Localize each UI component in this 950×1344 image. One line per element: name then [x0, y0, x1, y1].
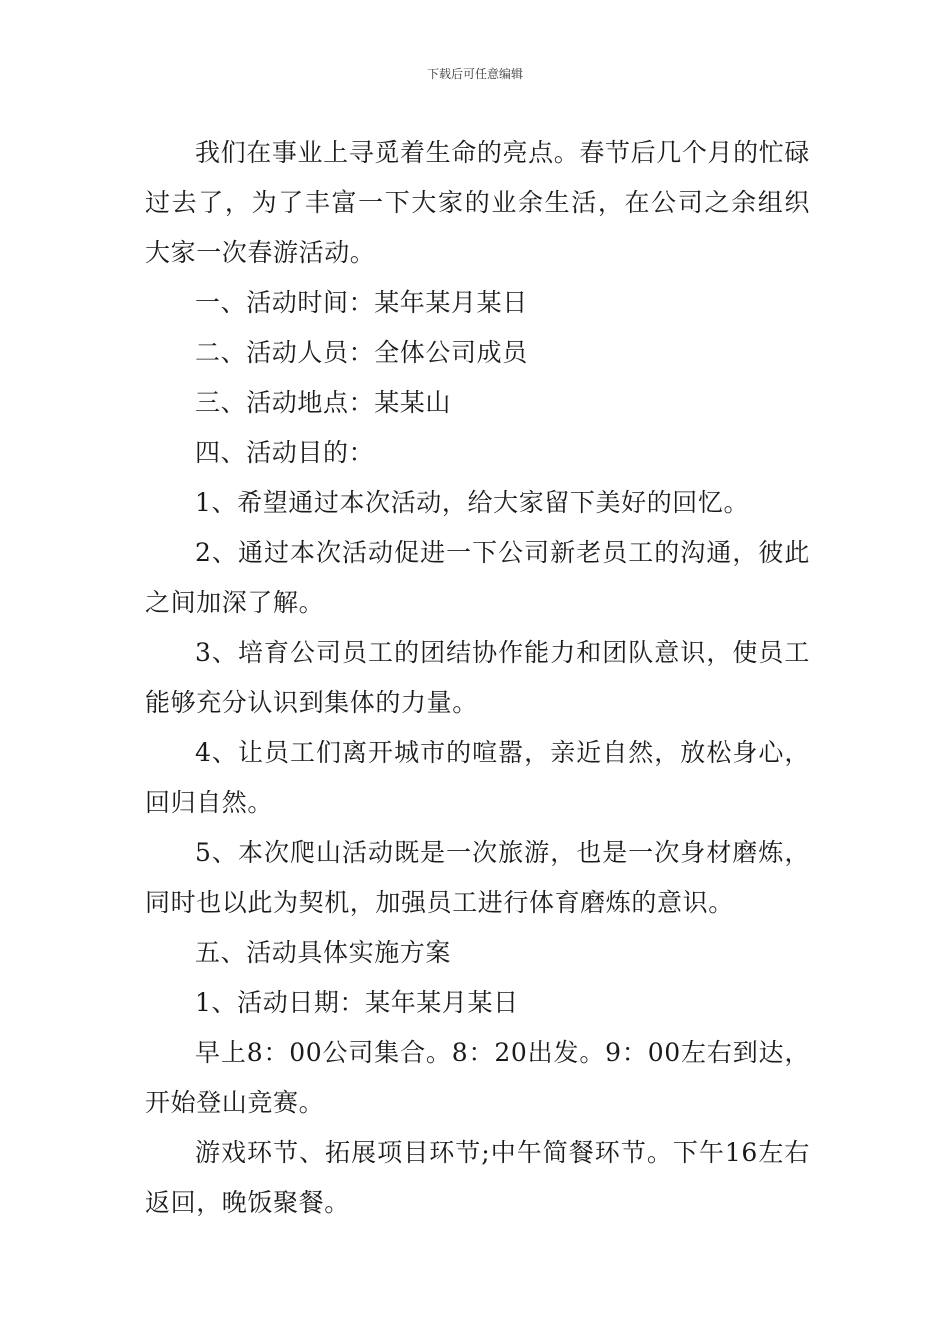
- paragraph-purpose-1: 1、希望通过本次活动，给大家留下美好的回忆。: [195, 488, 750, 517]
- paragraph-purpose-5: 5、本次爬山活动既是一次旅游，也是一次身材磨炼，同时也以此为契机，加强员工进行体育磨炼的意识。: [145, 838, 810, 917]
- paragraph-purpose-2: 2、通过本次活动促进一下公司新老员工的沟通，彼此之间加深了解。: [145, 538, 810, 617]
- paragraph-purpose-3: 3、培育公司员工的团结协作能力和团队意识，使员工能够充分认识到集体的力量。: [145, 638, 810, 717]
- paragraph-afternoon-schedule: 游戏环节、拓展项目环节;中午简餐环节。下午16左右返回，晚饭聚餐。: [145, 1138, 810, 1217]
- paragraph-activity-purpose-heading: 四、活动目的：: [195, 438, 375, 467]
- paragraph-plan-heading: 五、活动具体实施方案: [195, 938, 452, 967]
- paragraph-activity-time: 一、活动时间：某年某月某日: [195, 288, 528, 317]
- paragraph-purpose-4: 4、让员工们离开城市的喧嚣，亲近自然，放松身心，回归自然。: [145, 738, 810, 817]
- document-body: [145, 128, 810, 1228]
- page-header: 下载后可任意编辑: [426, 67, 523, 81]
- paragraph-morning-schedule: 早上8：00公司集合。8：20出发。9：00左右到达，开始登山竞赛。: [145, 1038, 810, 1117]
- paragraph-activity-location: 三、活动地点：某某山: [195, 388, 452, 417]
- paragraph-activity-members: 二、活动人员：全体公司成员: [195, 338, 528, 367]
- paragraph-intro: 我们在事业上寻觅着生命的亮点。春节后几个月的忙碌过去了，为了丰富一下大家的业余生活，在公司之余组织大家一次春游活动。: [145, 138, 810, 267]
- paragraph-plan-date: 1、活动日期：某年某月某日: [195, 988, 519, 1017]
